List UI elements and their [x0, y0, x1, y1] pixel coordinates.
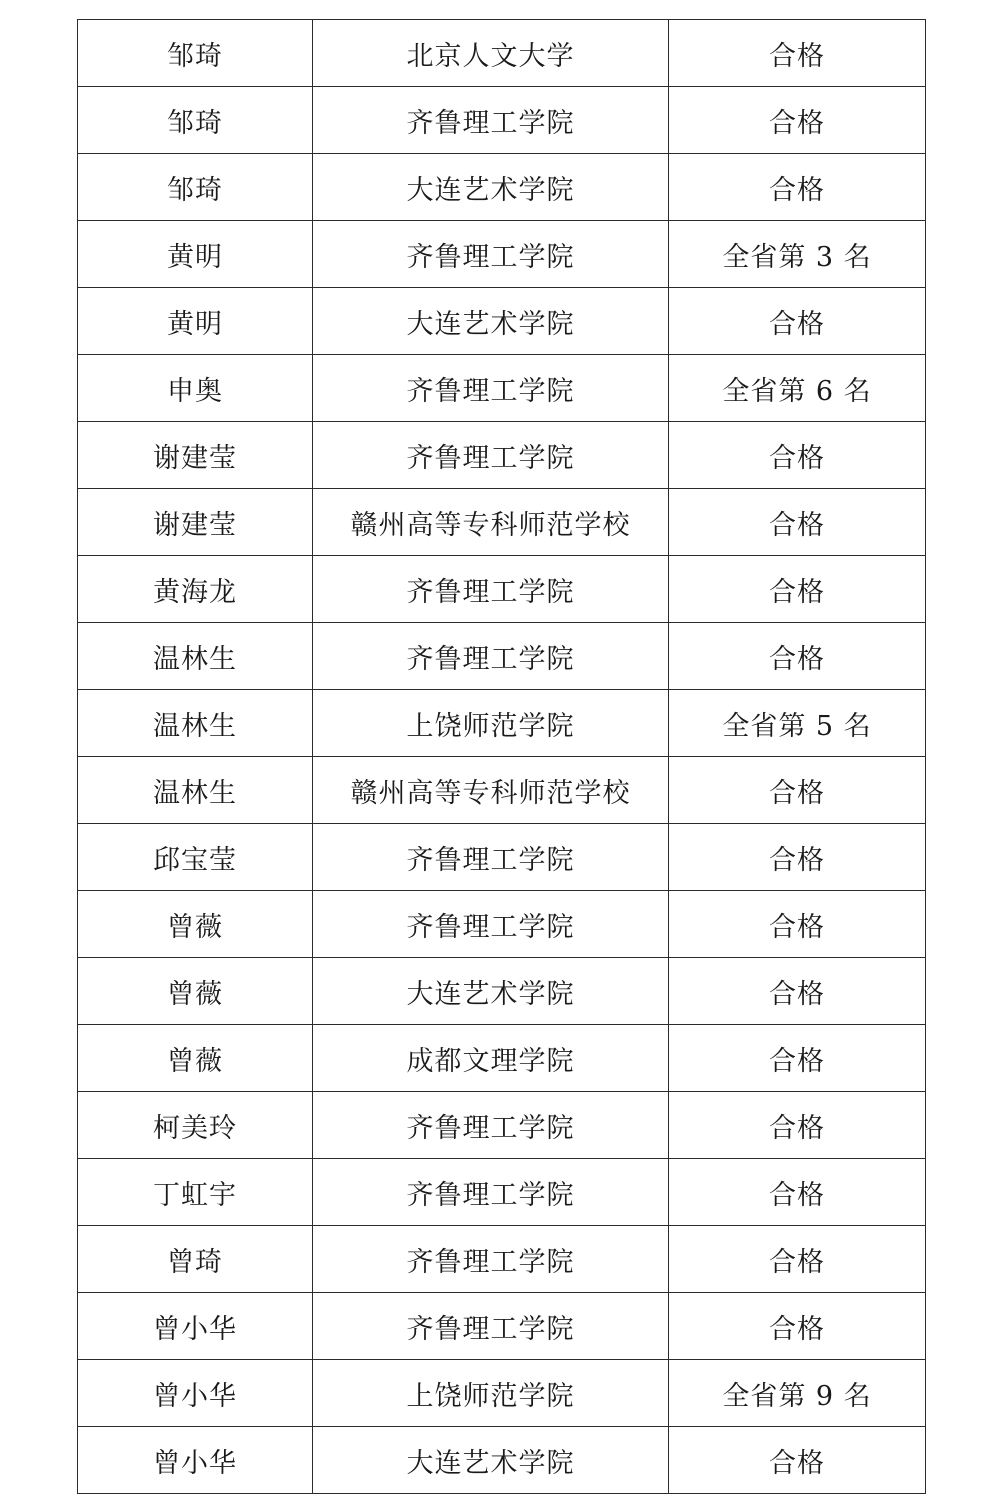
school-cell: 成都文理学院: [313, 1025, 669, 1092]
result-cell: 合格: [669, 20, 926, 87]
student-name-cell: 谢建莹: [78, 422, 313, 489]
result-cell: 合格: [669, 824, 926, 891]
student-name-cell: 温林生: [78, 690, 313, 757]
student-name-cell: 曾琦: [78, 1226, 313, 1293]
table-row: [78, 1092, 926, 1159]
student-name-cell: 申奥: [78, 355, 313, 422]
result-cell: 合格: [669, 1092, 926, 1159]
school-cell: 齐鲁理工学院: [313, 556, 669, 623]
student-name-cell: 黄海龙: [78, 556, 313, 623]
results-table: [77, 19, 926, 1494]
student-name-cell: 温林生: [78, 623, 313, 690]
school-cell: 齐鲁理工学院: [313, 87, 669, 154]
school-cell: 大连艺术学院: [313, 1427, 669, 1494]
table-row: [78, 891, 926, 958]
result-cell: 合格: [669, 757, 926, 824]
student-name-cell: 邹琦: [78, 154, 313, 221]
table-row: [78, 355, 926, 422]
table-row: [78, 757, 926, 824]
school-cell: 上饶师范学院: [313, 1360, 669, 1427]
table-row: [78, 1427, 926, 1494]
result-cell: 全省第 9 名: [669, 1360, 926, 1427]
result-cell: 合格: [669, 1159, 926, 1226]
school-cell: 赣州高等专科师范学校: [313, 489, 669, 556]
results-table-body: [78, 20, 926, 1494]
table-row: [78, 422, 926, 489]
result-cell: 全省第 6 名: [669, 355, 926, 422]
result-cell: 合格: [669, 154, 926, 221]
table-row: [78, 1226, 926, 1293]
school-cell: 大连艺术学院: [313, 154, 669, 221]
table-row: [78, 87, 926, 154]
student-name-cell: 曾薇: [78, 891, 313, 958]
student-name-cell: 曾薇: [78, 1025, 313, 1092]
table-row: [78, 20, 926, 87]
table-row: [78, 489, 926, 556]
result-cell: 合格: [669, 1226, 926, 1293]
table-row: [78, 690, 926, 757]
school-cell: 齐鲁理工学院: [313, 1092, 669, 1159]
school-cell: 大连艺术学院: [313, 958, 669, 1025]
result-cell: 合格: [669, 1025, 926, 1092]
student-name-cell: 曾小华: [78, 1360, 313, 1427]
table-row: [78, 623, 926, 690]
table-row: [78, 221, 926, 288]
school-cell: 齐鲁理工学院: [313, 221, 669, 288]
student-name-cell: 邱宝莹: [78, 824, 313, 891]
result-cell: 合格: [669, 489, 926, 556]
school-cell: 齐鲁理工学院: [313, 1226, 669, 1293]
table-row: [78, 1360, 926, 1427]
result-cell: 合格: [669, 623, 926, 690]
student-name-cell: 曾小华: [78, 1293, 313, 1360]
results-table-container: [77, 19, 925, 1494]
school-cell: 北京人文大学: [313, 20, 669, 87]
table-row: [78, 958, 926, 1025]
table-row: [78, 154, 926, 221]
student-name-cell: 丁虹宇: [78, 1159, 313, 1226]
student-name-cell: 曾薇: [78, 958, 313, 1025]
student-name-cell: 邹琦: [78, 20, 313, 87]
student-name-cell: 柯美玲: [78, 1092, 313, 1159]
table-row: [78, 1159, 926, 1226]
result-cell: 全省第 3 名: [669, 221, 926, 288]
school-cell: 齐鲁理工学院: [313, 824, 669, 891]
result-cell: 合格: [669, 958, 926, 1025]
student-name-cell: 温林生: [78, 757, 313, 824]
school-cell: 齐鲁理工学院: [313, 891, 669, 958]
school-cell: 上饶师范学院: [313, 690, 669, 757]
school-cell: 齐鲁理工学院: [313, 1159, 669, 1226]
result-cell: 合格: [669, 422, 926, 489]
student-name-cell: 黄明: [78, 221, 313, 288]
student-name-cell: 谢建莹: [78, 489, 313, 556]
result-cell: 全省第 5 名: [669, 690, 926, 757]
school-cell: 齐鲁理工学院: [313, 422, 669, 489]
table-row: [78, 1293, 926, 1360]
student-name-cell: 邹琦: [78, 87, 313, 154]
result-cell: 合格: [669, 556, 926, 623]
result-cell: 合格: [669, 891, 926, 958]
school-cell: 齐鲁理工学院: [313, 355, 669, 422]
result-cell: 合格: [669, 1427, 926, 1494]
table-row: [78, 824, 926, 891]
result-cell: 合格: [669, 1293, 926, 1360]
student-name-cell: 黄明: [78, 288, 313, 355]
school-cell: 赣州高等专科师范学校: [313, 757, 669, 824]
school-cell: 齐鲁理工学院: [313, 623, 669, 690]
table-row: [78, 556, 926, 623]
result-cell: 合格: [669, 87, 926, 154]
result-cell: 合格: [669, 288, 926, 355]
school-cell: 齐鲁理工学院: [313, 1293, 669, 1360]
table-row: [78, 1025, 926, 1092]
student-name-cell: 曾小华: [78, 1427, 313, 1494]
school-cell: 大连艺术学院: [313, 288, 669, 355]
table-row: [78, 288, 926, 355]
